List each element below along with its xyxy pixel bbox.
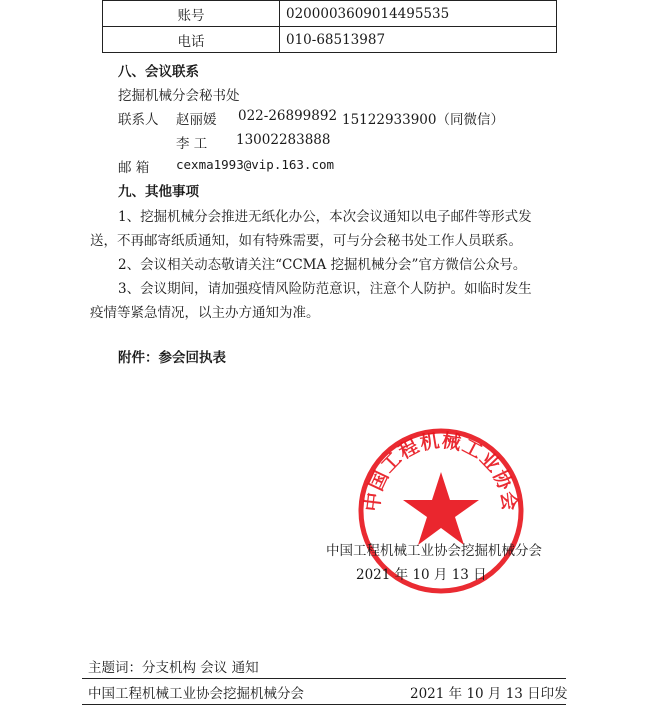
attachment-label: 附件：参会回执表 [118, 350, 226, 366]
contact2-name: 李 工 [176, 136, 208, 152]
footer-divider-bottom [82, 704, 566, 705]
item3-line2: 疫情等紧急情况，以主办方通知为准。 [90, 305, 320, 321]
email-value: cexma1993@vip.163.com [176, 157, 335, 172]
seal-text: 中国工程机械工业协会 [361, 429, 521, 513]
subject-keywords: 主题词：分支机构 会议 通知 [88, 660, 259, 676]
account-label: 账号 [103, 1, 280, 27]
item1-line2: 送，不再邮寄纸质通知，如有特殊需要，可与分会秘书处工作人员联系。 [90, 233, 522, 249]
table-row [103, 27, 557, 53]
phone-label: 电话 [103, 27, 280, 53]
section-8-heading: 八、会议联系 [118, 64, 199, 80]
signature-org: 中国工程机械工业协会挖掘机械分会 [326, 543, 542, 559]
item3-line1: 3、会议期间，请加强疫情风险防范意识，注意个人防护。如临时发生 [118, 281, 532, 297]
item1-line1: 1、挖掘机械分会推进无纸化办公，本次会议通知以电子邮件等形式发 [118, 209, 532, 225]
table-row [103, 1, 557, 27]
phone-value: 010-68513987 [280, 27, 557, 53]
account-value: 0200003609014495535 [280, 1, 557, 27]
section-9-heading: 九、其他事项 [118, 184, 199, 200]
contact2-phone: 13002283888 [236, 132, 331, 148]
signature-date: 2021 年 10 月 13 日 [356, 567, 487, 583]
email-label: 邮 箱 [118, 160, 150, 176]
contact1-name: 赵丽媛 [176, 112, 217, 128]
seal-star-icon [403, 472, 479, 545]
footer-print-date: 2021 年 10 月 13 日印发 [410, 686, 568, 702]
contact1-mobile: 15122933900（同微信） [342, 112, 504, 128]
footer-org: 中国工程机械工业协会挖掘机械分会 [88, 686, 304, 702]
item2: 2、会议相关动态敬请关注“CCMA 挖掘机械分会”官方微信公众号。 [118, 257, 527, 273]
footer-divider-top [82, 678, 566, 679]
bank-info-table [102, 0, 557, 53]
contact1-phone: 022-26899892 [238, 108, 338, 124]
contact-label: 联系人 [118, 112, 159, 128]
office-name: 挖掘机械分会秘书处 [118, 88, 240, 104]
